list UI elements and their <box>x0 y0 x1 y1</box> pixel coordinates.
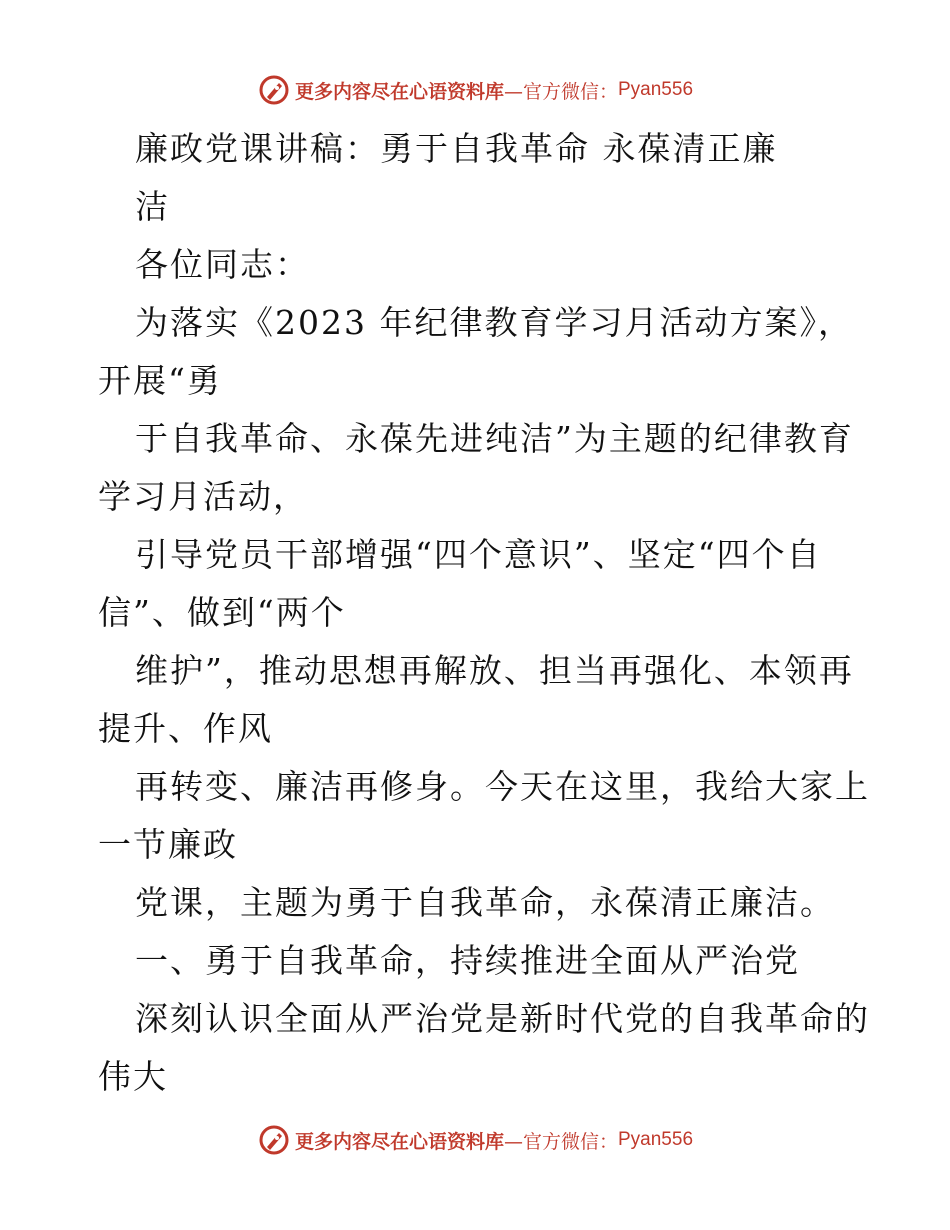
text-line: 洁 <box>135 187 170 226</box>
watermark-brand: 更多内容尽在心语资料库 <box>294 80 504 103</box>
watermark-suffix: —官方微信： <box>503 1130 618 1153</box>
watermark-brand: 更多内容尽在心语资料库 <box>294 1130 504 1153</box>
text-line: 各位同志： <box>135 245 310 284</box>
document-body <box>98 120 870 1106</box>
pen-nib-logo-icon <box>257 73 291 107</box>
watermark-suffix: —官方微信： <box>503 80 618 103</box>
text-line: 一、勇于自我革命，持续推进全面从严治党 <box>135 941 800 980</box>
text-line: 一节廉政 <box>98 825 238 864</box>
text-line: 提升、作风 <box>98 709 273 748</box>
text-line: 于自我革命、永葆先进纯洁”为主题的纪律教育 <box>135 419 854 458</box>
text-line: 党课，主题为勇于自我革命，永葆清正廉洁。 <box>135 883 835 922</box>
text-line: 维护”，推动思想再解放、担当再强化、本领再 <box>135 651 854 690</box>
text-line: 信”、做到“两个 <box>98 593 346 632</box>
watermark-handle: Pyan556 <box>618 1129 694 1150</box>
watermark-handle: Pyan556 <box>618 79 694 100</box>
text-line: 开展“勇 <box>98 361 222 400</box>
text-line: 再转变、廉洁再修身。今天在这里，我给大家上 <box>135 767 870 806</box>
text-line: 引导党员干部增强“四个意识”、坚定“四个自 <box>135 535 822 574</box>
text-line: 学习月活动， <box>98 477 308 516</box>
header-watermark <box>0 70 950 110</box>
text-line: 为落实《2023 年纪律教育学习月活动方案》， <box>135 303 853 342</box>
text-line: 伟大 <box>98 1057 168 1096</box>
text-line: 廉政党课讲稿：勇于自我革命 永葆清正廉 <box>135 129 778 168</box>
pen-nib-logo-icon <box>257 1123 291 1157</box>
text-line: 深刻认识全面从严治党是新时代党的自我革命的 <box>135 999 870 1038</box>
footer-watermark <box>0 1120 950 1160</box>
